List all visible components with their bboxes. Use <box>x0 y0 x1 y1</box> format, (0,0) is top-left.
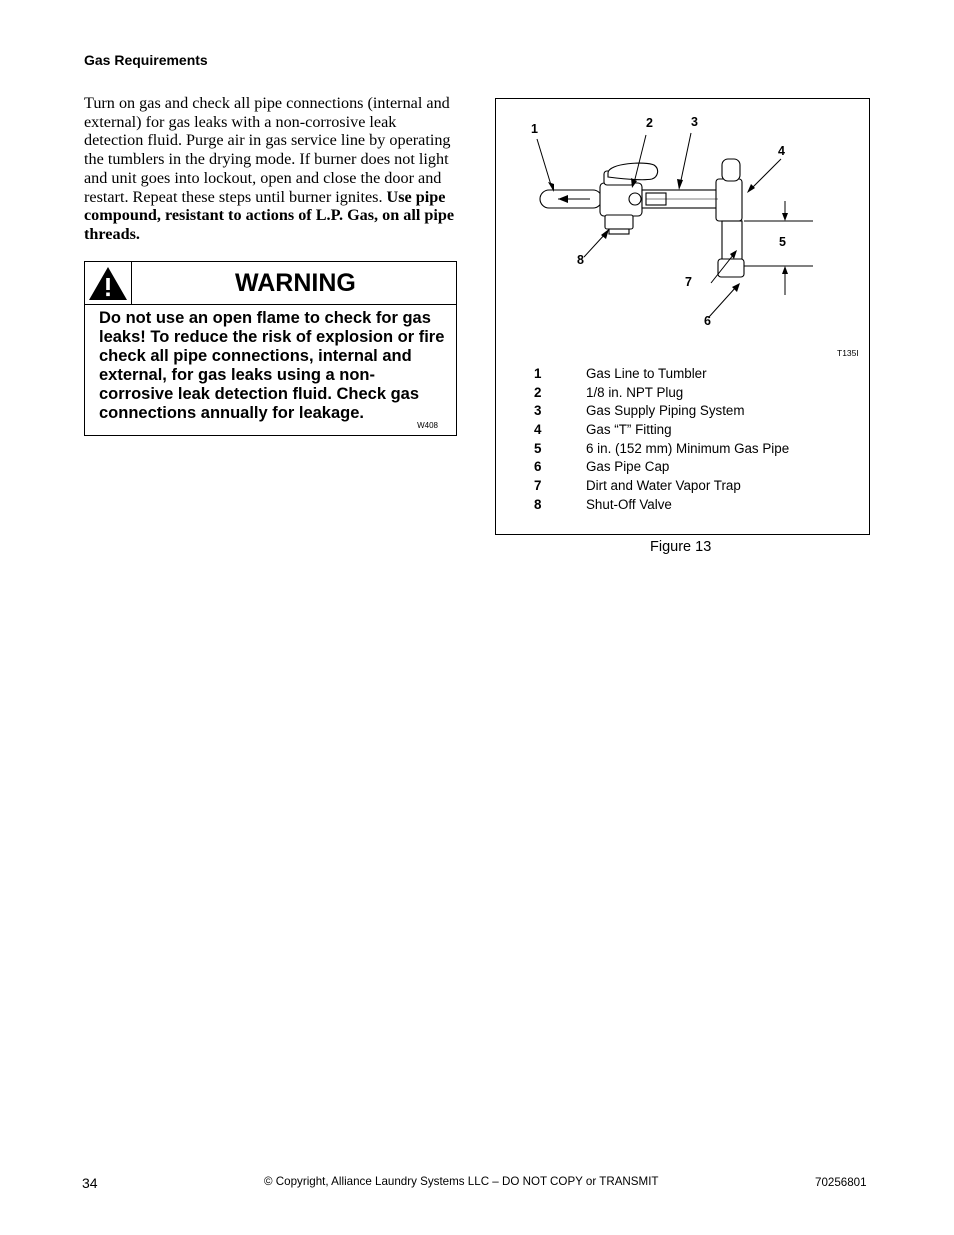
legend-number: 5 <box>534 440 542 456</box>
gas-piping-diagram <box>496 99 871 359</box>
legend-number: 1 <box>534 366 542 381</box>
legend-number: 3 <box>534 403 542 419</box>
warning-code: W408 <box>417 421 438 430</box>
page-number: 34 <box>82 1175 98 1191</box>
legend-number: 4 <box>534 422 542 438</box>
section-heading: Gas Requirements <box>84 52 208 68</box>
body-bold-text: Use pipe compound, resistant to actions of L.P. Gas, on all pipe threads. <box>84 187 455 243</box>
body-paragraph <box>84 94 456 244</box>
legend-label: Gas Line to Tumbler <box>586 366 707 381</box>
callout-5: 5 <box>779 235 786 249</box>
warning-text: Do not use an open flame to check for gas leaks! To reduce the risk of explosion or fire check all pipe connections, internal and external, for gas leaks using a non-corrosive leak detection fluid. Check gas connections annually for leakage. <box>99 309 445 422</box>
callout-8: 8 <box>577 253 584 267</box>
legend-number: 6 <box>534 459 542 475</box>
warning-header <box>85 262 456 305</box>
callout-1: 1 <box>531 122 538 136</box>
footer-doc-number: 70256801 <box>815 1176 867 1189</box>
legend-label: 1/8 in. NPT Plug <box>586 384 684 400</box>
legend-label: Shut-Off Valve <box>586 496 672 512</box>
legend-number: 7 <box>534 478 542 494</box>
legend-label: Gas Pipe Cap <box>586 459 670 475</box>
warning-triangle-icon <box>87 264 129 302</box>
legend-label: Gas “T” Fitting <box>586 422 672 438</box>
legend-number: 8 <box>534 496 542 512</box>
callout-6: 6 <box>704 314 711 328</box>
figure-code: T135I <box>837 348 859 358</box>
legend-label: Gas Supply Piping System <box>586 403 745 419</box>
figure-caption: Figure 13 <box>650 539 712 555</box>
callout-4: 4 <box>778 144 785 158</box>
figure-box <box>495 98 870 535</box>
warning-box <box>84 261 457 436</box>
legend-label: 6 in. (152 mm) Minimum Gas Pipe <box>586 440 790 456</box>
warning-title: WARNING <box>235 269 356 297</box>
warning-icon-cell <box>85 262 132 304</box>
callout-7: 7 <box>685 275 692 289</box>
legend-label: Dirt and Water Vapor Trap <box>586 478 741 494</box>
body-text: Turn on gas and check all pipe connections (internal and external) for gas leaks with a non-corrosive leak detection fluid. Purge air in gas service line by operating the tumblers in the drying mode. If burner does not light and unit goes into lockout, open and close the door and restart. Repeat these steps until burner ignites. <box>84 94 451 206</box>
callout-3: 3 <box>691 115 698 129</box>
legend-number: 2 <box>534 384 542 400</box>
callout-2: 2 <box>646 116 653 130</box>
footer-copyright: © Copyright, Alliance Laundry Systems LLC – DO NOT COPY or TRANSMIT <box>264 1175 659 1188</box>
